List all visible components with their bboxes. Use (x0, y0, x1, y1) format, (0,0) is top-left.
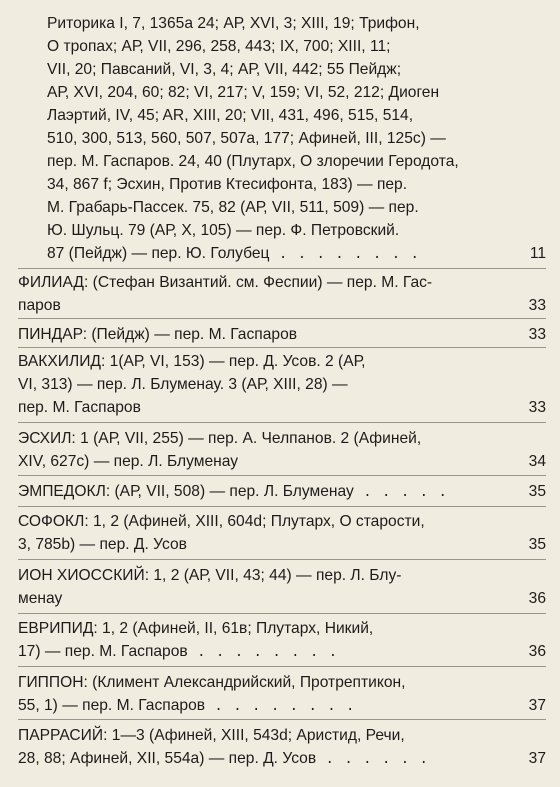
entry-line: ЭСХИЛ: 1 (АР, VII, 255) — пер. А. Челпанов. 2 (Афиней, (18, 430, 422, 447)
page-number: 35 (528, 483, 546, 500)
page-number: 37 (528, 697, 546, 714)
page-number: 35 (528, 536, 546, 553)
dot-leader: . . . . . (353, 485, 448, 501)
divider (18, 719, 546, 720)
entry-line: ИОН ХИОССКИЙ: 1, 2 (АР, VII, 43; 44) — пер. Л. Блу- (18, 567, 402, 584)
page-number: 33 (528, 399, 546, 416)
entry-line: VI, 313) — пер. Л. Блуменау. 3 (АР, XIII, 28) — (18, 376, 348, 393)
entry-line: 34, 867 f; Эсхин, Против Ктесифонта, 183) — пер. (47, 176, 408, 193)
entry-line-last (18, 481, 448, 504)
entry-line-last (18, 324, 297, 346)
dot-leader: . . . . . . . . (187, 645, 339, 661)
entry-line: ВАКХИЛИД: 1(АР, VI, 153) — пер. Д. Усов. 2 (АР, (18, 353, 366, 370)
entry-line-last (18, 451, 238, 473)
entry-line-last (18, 695, 355, 718)
divider (18, 666, 546, 667)
page-number: 34 (528, 453, 546, 470)
entry-line-last (18, 295, 61, 317)
divider (18, 506, 546, 507)
entry-line: М. Грабарь-Пассек. 75, 82 (АР, VII, 511, 509) — пер. (47, 199, 419, 216)
entry-line-last (18, 534, 187, 556)
entry-line: 510, 300, 513, 560, 507, 507а, 177; Афиней, III, 125с) — (47, 130, 446, 147)
entry-line: ЕВРИПИД: 1, 2 (Афиней, II, 61в; Плутарх, Никий, (18, 620, 374, 637)
entry-line: ФИЛИАД: (Стефан Византий. см. Феспии) — пер. М. Гас- (18, 274, 433, 291)
entry-text: ЭМПЕДОКЛ: (АР, VII, 508) — пер. Л. Блуменау (18, 483, 354, 500)
entry-line: О тропах; АР, VII, 296, 258, 443; IX, 700; XIII, 11; (47, 38, 391, 55)
entry-text: ПИНДАР: (Пейдж) — пер. М. Гаспаров (18, 326, 298, 343)
entry-line-last (18, 397, 141, 419)
page-number: 36 (528, 590, 546, 607)
dot-leader: . . . . . . . . (269, 247, 420, 263)
divider (18, 318, 546, 319)
entry-text: 55, 1) — пер. М. Гаспаров (18, 697, 206, 714)
entry-text: 3, 785b) — пер. Д. Усов (18, 536, 187, 553)
entry-text: менау (18, 590, 63, 607)
page-number: 33 (528, 326, 546, 343)
entry-text: 87 (Пейдж) — пер. Ю. Голубец (47, 245, 270, 262)
entry-line-last (47, 243, 420, 266)
entry-line-last (18, 641, 338, 664)
entry-line: Лаэртий, IV, 45; AR, XIII, 20; VII, 431, 496, 515, 514, (47, 107, 414, 124)
entry-text: 17) — пер. М. Гаспаров (18, 643, 188, 660)
entry-line-last (18, 588, 62, 610)
page-number: 11 (529, 245, 546, 262)
entry-line: Ю. Шульц. 79 (АР, X, 105) — пер. Ф. Петровский. (47, 222, 400, 239)
entry-line: Риторика I, 7, 1365а 24; АР, XVI, 3; XIII, 19; Трифон, (47, 15, 420, 32)
entry-line: пер. М. Гаспаров. 24, 40 (Плутарх, О злоречии Геродота, (47, 153, 459, 170)
dot-leader: . . . . . . (316, 752, 429, 768)
entry-line: ГИППОН: (Климент Александрийский, Протрептикон, (18, 674, 406, 691)
entry-line: СОФОКЛ: 1, 2 (Афиней, XIII, 604d; Плутарх, О старости, (18, 513, 425, 530)
divider (18, 422, 546, 423)
divider (18, 268, 546, 269)
entry-text: XIV, 627с) — пер. Л. Блуменау (18, 453, 239, 470)
page-number: 36 (528, 643, 546, 660)
divider (18, 613, 546, 614)
entry-line: АР, XVI, 204, 60; 82; VI, 217; V, 159; VI, 52, 212; Диоген (47, 84, 440, 101)
entry-line: ПАРРАСИЙ: 1—3 (Афиней, XIII, 543d; Аристид, Речи, (18, 727, 405, 744)
divider (18, 475, 546, 476)
entry-line-last (18, 748, 429, 771)
divider (18, 559, 546, 560)
entry-line: VII, 20; Павсаний, VI, 3, 4; АР, VII, 442; 55 Пейдж; (47, 61, 402, 78)
page-number: 37 (528, 750, 546, 767)
divider (18, 347, 546, 348)
entry-text: пер. М. Гаспаров (18, 399, 141, 416)
page-number: 33 (528, 297, 546, 314)
entry-text: паров (18, 297, 61, 314)
dot-leader: . . . . . . . . (205, 699, 356, 715)
entry-text: 28, 88; Афиней, XII, 554а) — пер. Д. Усов (18, 750, 317, 767)
